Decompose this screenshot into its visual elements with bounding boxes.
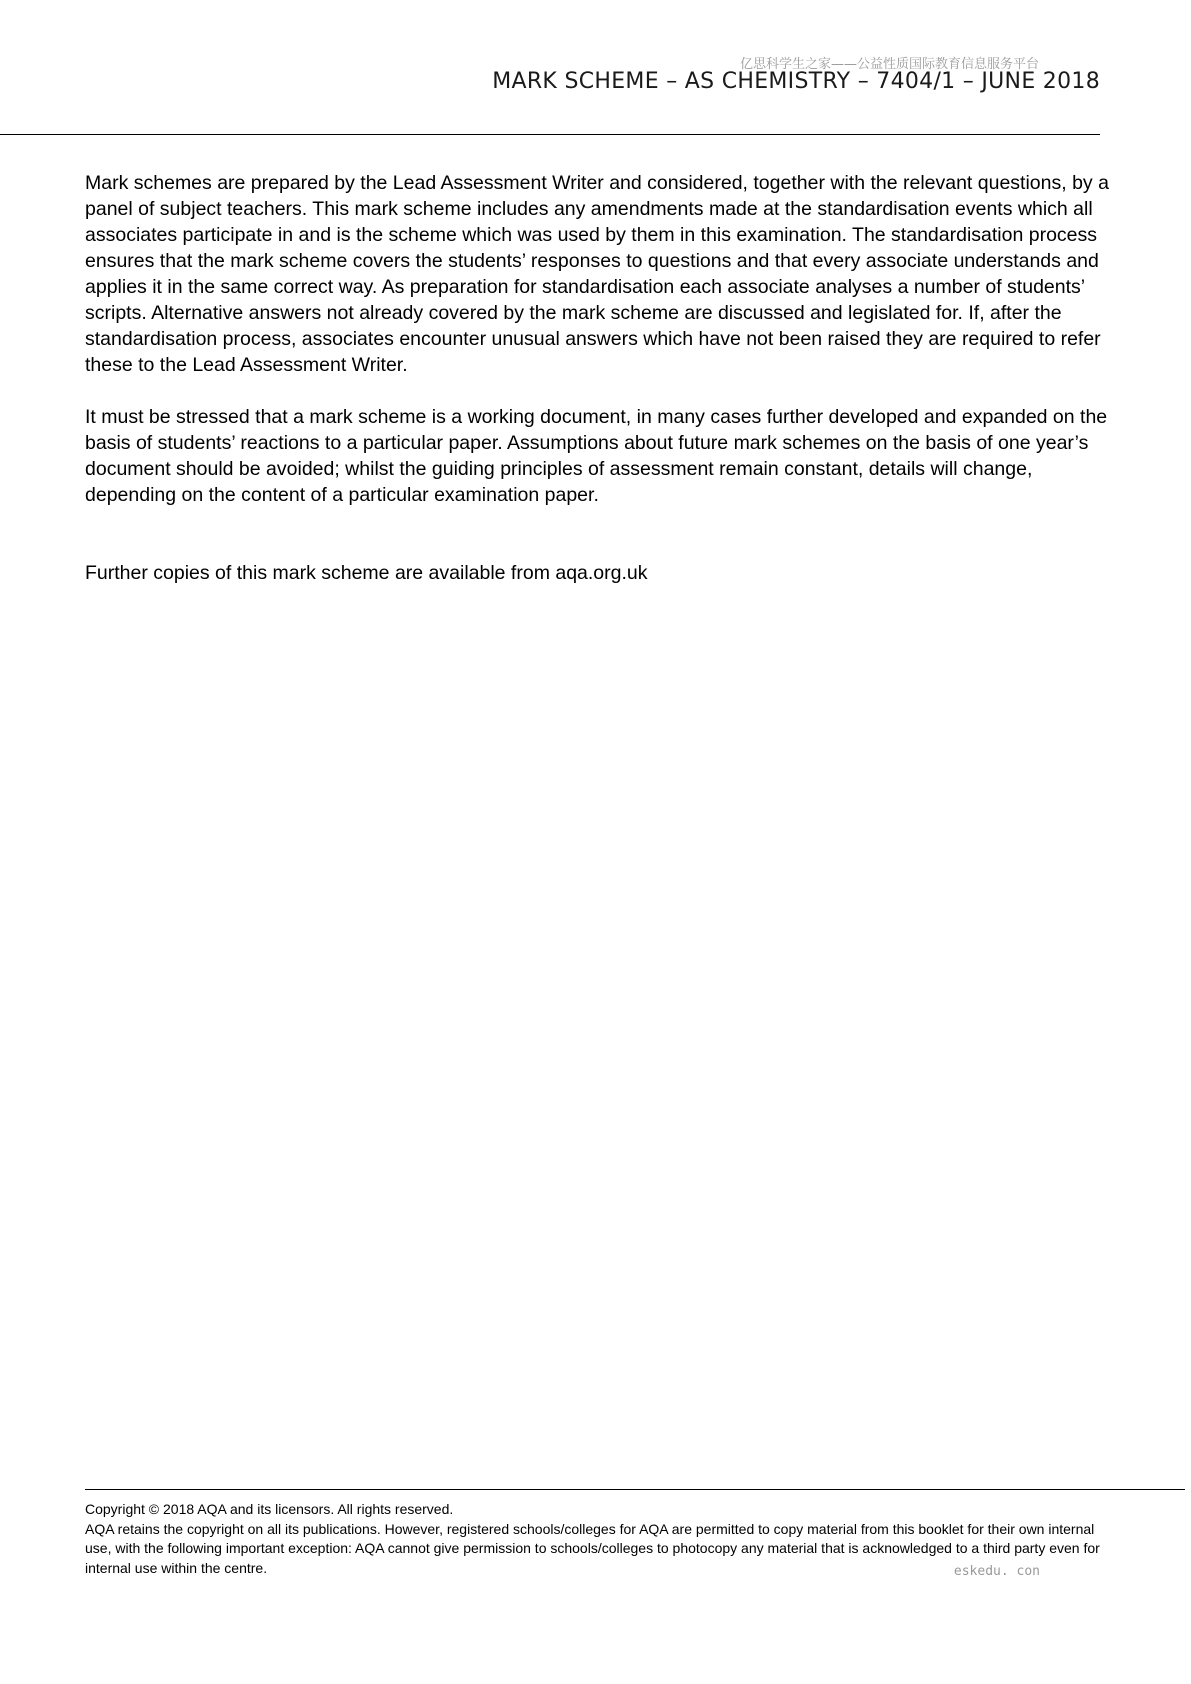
further-copies-paragraph: Further copies of this mark scheme are available from aqa.org.uk (85, 562, 648, 584)
header-watermark: 亿思科学生之家——公益性质国际教育信息服务平台 (739, 57, 1039, 72)
copyright-notice: AQA retains the copyright on all its publications. However, registered schools/colleges for AQA are permitted to copy material from this booklet for their own internal use, with the following important exception: AQA cannot give permission to schools/colleges to photocopy any material that is acknowledged to a third party even for internal use within the centre. (85, 1520, 1100, 1576)
page-body (85, 170, 1120, 612)
header-divider (0, 134, 1100, 135)
copyright-line: Copyright © 2018 AQA and its licensors. All rights reserved. (85, 1501, 454, 1517)
footer-watermark: eskedu. con (953, 1564, 1040, 1579)
intro-paragraph: Mark schemes are prepared by the Lead Assessment Writer and considered, together with the relevant questions, by a panel of subject teachers. This mark scheme includes any amendments made at the standardisation events which all associates participate in and is the scheme which was used by them in this examination. The standardisation process ensures that the mark scheme covers the students’ responses to questions and that every associate understands and applies it in the same correct way. As preparation for standardisation each associate analyses a number of students’ scripts. Alternative answers not already covered by the mark scheme are discussed and legislated for. If, after the standardisation process, associates encounter unusual answers which have not been raised they are required to refer these to the Lead Assessment Writer. (85, 172, 1109, 376)
footer-divider (85, 1489, 1185, 1490)
page-header-title: MARK SCHEME – AS CHEMISTRY – 7404/1 – JUNE 2018 (492, 69, 1100, 94)
working-document-paragraph: It must be stressed that a mark scheme is a working document, in many cases further developed and expanded on the basis of students’ reactions to a particular paper. Assumptions about future mark schemes on the basis of one year’s document should be avoided; whilst the guiding principles of assessment remain constant, details will change, depending on the content of a particular examination paper. (85, 406, 1108, 506)
